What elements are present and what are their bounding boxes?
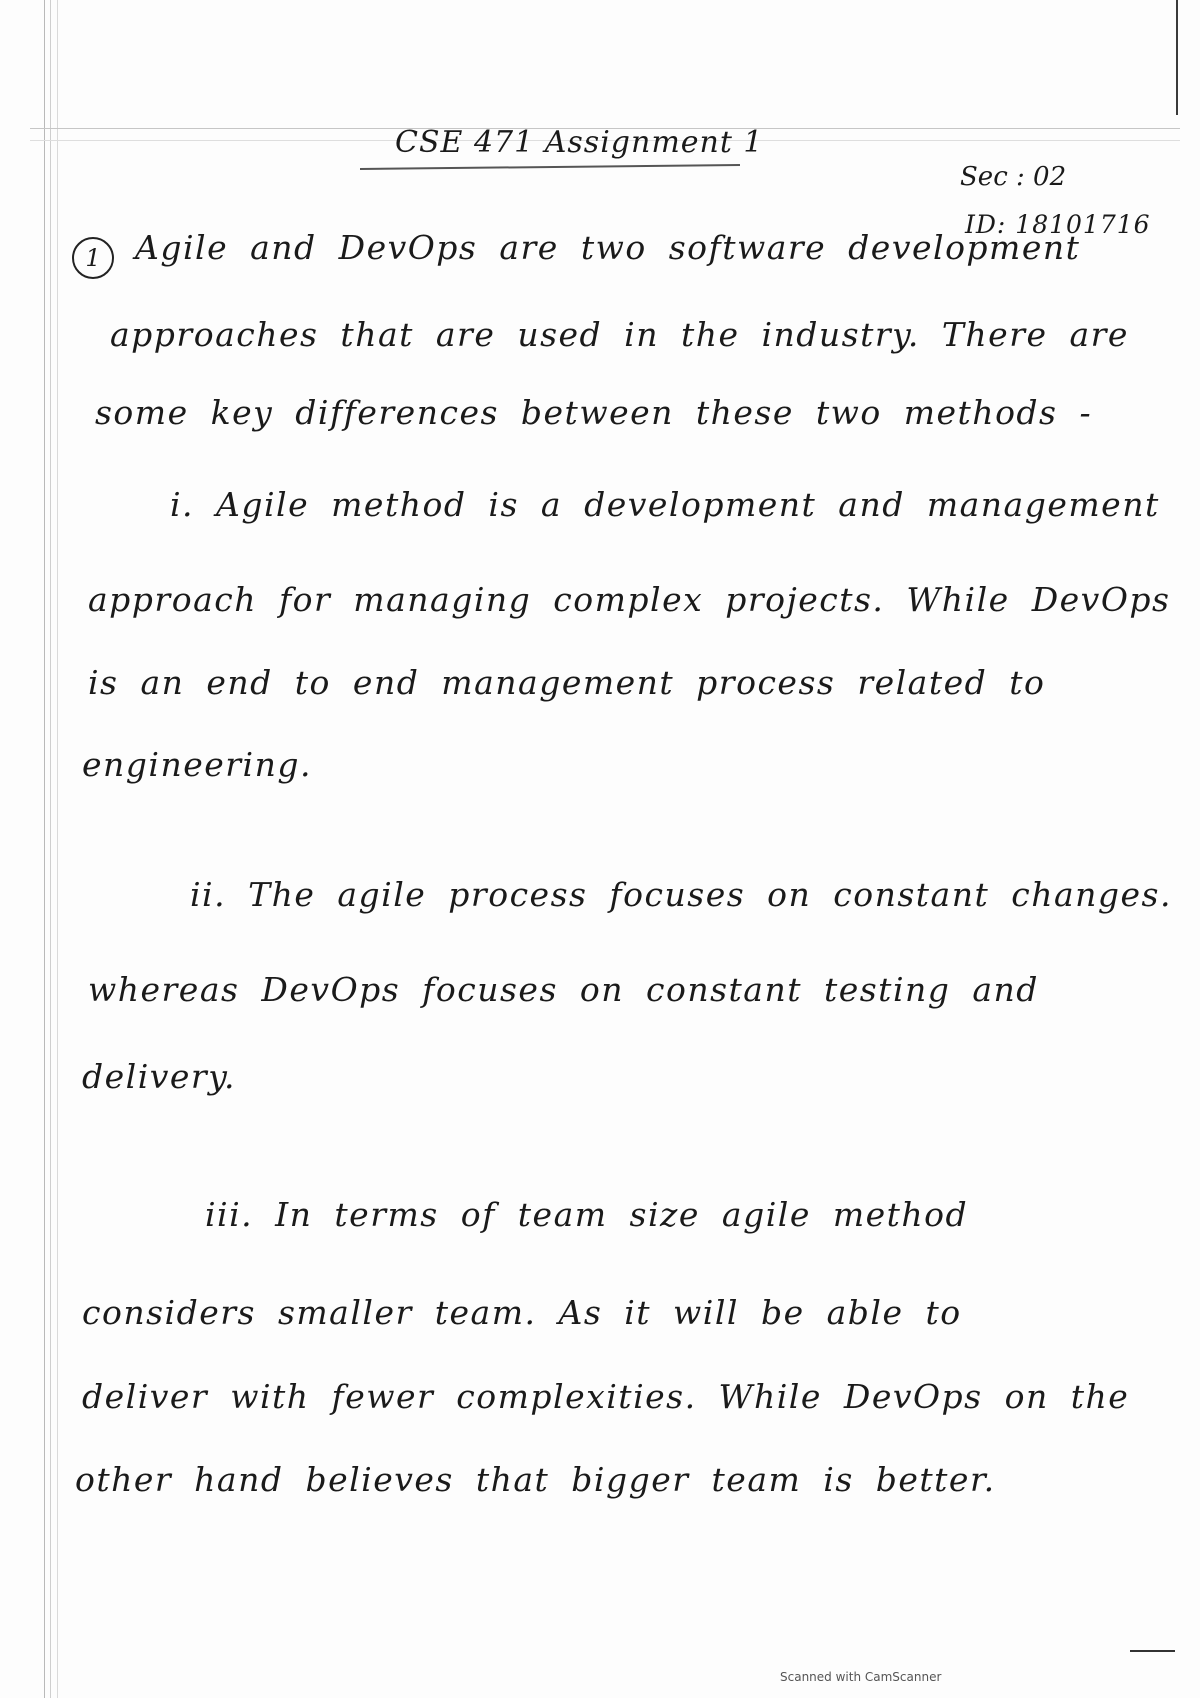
margin-line bbox=[57, 0, 58, 1698]
assignment-title: CSE 471 Assignment 1 bbox=[395, 125, 764, 160]
text-line: approach for managing complex projects. While DevOps bbox=[88, 580, 1171, 619]
text-line: is an end to end management process related to bbox=[88, 663, 1046, 702]
text-line: whereas DevOps focuses on constant testing and bbox=[88, 970, 1039, 1009]
text-line: delivery. bbox=[82, 1057, 236, 1096]
text-line: i. Agile method is a development and management bbox=[170, 485, 1160, 524]
text-line: other hand believes that bigger team is better. bbox=[75, 1460, 996, 1499]
text-line: iii. In terms of team size agile method bbox=[205, 1195, 969, 1234]
scanner-watermark: Scanned with CamScanner bbox=[780, 1670, 942, 1684]
student-id: ID: 18101716 bbox=[965, 210, 1151, 239]
text-line: some key differences between these two methods - bbox=[95, 393, 1093, 432]
question-number: 1 bbox=[72, 237, 114, 279]
text-line: Agile and DevOps are two software development bbox=[135, 228, 1081, 267]
page-edge-mark bbox=[1130, 1650, 1175, 1652]
text-line: considers smaller team. As it will be able to bbox=[82, 1293, 962, 1332]
margin-line bbox=[50, 0, 51, 1698]
text-line: ii. The agile process focuses on constant changes. bbox=[190, 875, 1172, 914]
section-label: Sec : 02 bbox=[960, 162, 1067, 192]
text-line: engineering. bbox=[82, 745, 312, 784]
page-edge-mark bbox=[1176, 0, 1178, 115]
title-underline bbox=[360, 164, 740, 170]
text-line: approaches that are used in the industry. There are bbox=[110, 315, 1129, 354]
text-line: deliver with fewer complexities. While DevOps on the bbox=[82, 1377, 1130, 1416]
margin-line bbox=[44, 0, 45, 1698]
